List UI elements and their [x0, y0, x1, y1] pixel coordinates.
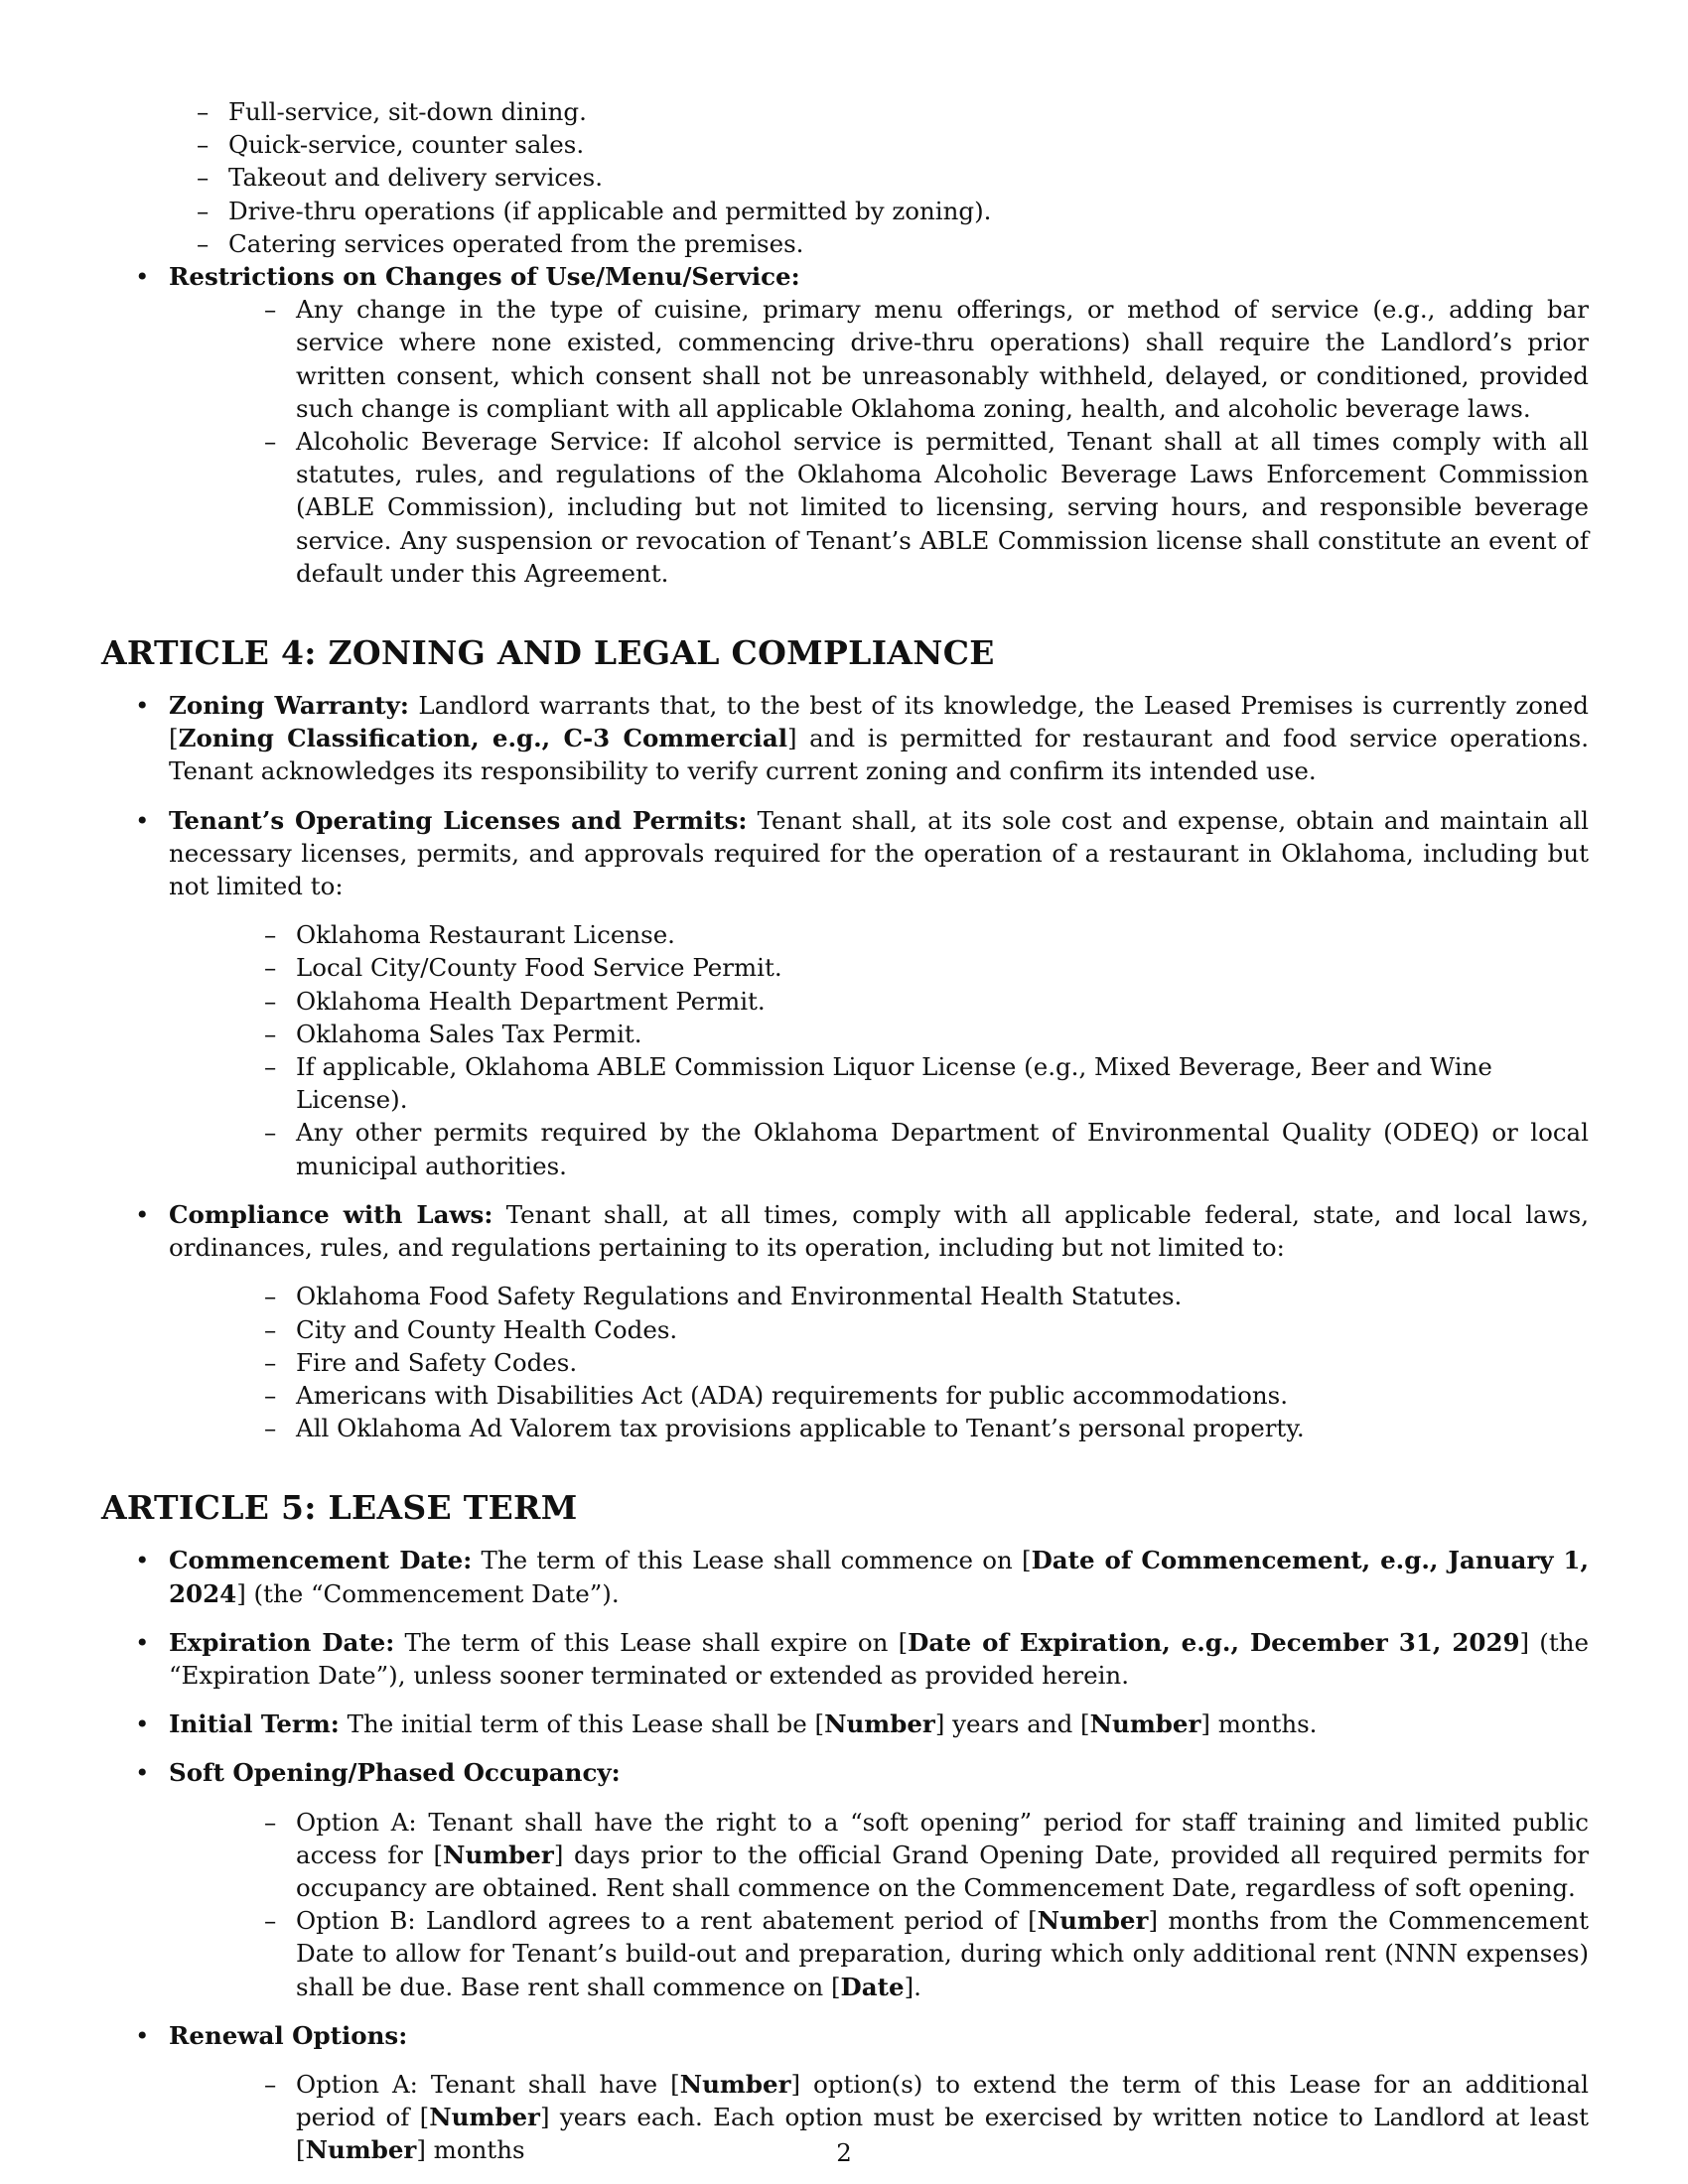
option-a-placeholder: Number: [443, 1840, 554, 1869]
expiration-placeholder: Date of Expiration, e.g., December 31, 2029: [908, 1627, 1520, 1657]
list-item: – If applicable, Oklahoma ABLE Commission Liquor License (e.g., Mixed Beverage, Beer and Wine License).: [169, 1050, 1589, 1116]
restrictions-item: [101, 260, 1589, 590]
renewal-a-text-3: ] years each. Each option must be exercised by written notice to Landlord at least [: [296, 2103, 1589, 2165]
article-4-list: [101, 689, 1589, 1444]
compliance-label: Compliance with Laws:: [169, 1199, 493, 1229]
zoning-placeholder: Zoning Classification, e.g., C-3 Commercial: [178, 724, 788, 753]
option-b-text-3: ].: [904, 1972, 921, 2001]
article-5-list: [101, 1544, 1589, 2166]
soft-opening-option-a: [169, 1806, 1589, 1905]
renewal-label: Renewal Options:: [169, 2020, 408, 2050]
page-number: 2: [836, 2138, 852, 2167]
soft-opening-item: [101, 1756, 1589, 2002]
list-item: – Catering services operated from the premises.: [101, 227, 1589, 260]
document-page: [101, 95, 1589, 2167]
permitted-uses-list: [101, 95, 1589, 260]
initial-term-item: [101, 1707, 1589, 1740]
licenses-list: [169, 918, 1589, 1182]
list-item: – Local City/County Food Service Permit.: [169, 951, 1589, 984]
expiration-item: [101, 1626, 1589, 1692]
zoning-text-2: ] and is permitted for restaurant and food service operations. Tenant acknowledges its responsibility to verify current zoning and confirm its intended use.: [169, 724, 1589, 786]
commencement-item: [101, 1544, 1589, 1609]
commencement-text-1: The term of this Lease shall commence on [: [472, 1546, 1032, 1575]
article-4-title: ARTICLE 4: ZONING AND LEGAL COMPLIANCE: [101, 633, 995, 673]
initial-text-1: The initial term of this Lease shall be [: [339, 1709, 825, 1739]
renewal-a-text-2: ] option(s) to extend the term of this Lease for an additional period of [: [296, 2069, 1589, 2132]
list-item: – Fire and Safety Codes.: [169, 1346, 1589, 1379]
licenses-item: [101, 804, 1589, 1182]
commencement-text-2: ] (the “Commencement Date”).: [236, 1578, 620, 1608]
initial-placeholder-2: Number: [1089, 1709, 1201, 1739]
list-item: – Oklahoma Food Safety Regulations and Environmental Health Statutes.: [169, 1280, 1589, 1312]
expiration-text-2: ] (the “Expiration Date”), unless sooner terminated or extended as provided herein.: [169, 1627, 1589, 1690]
initial-text-2: ] years and [: [934, 1709, 1090, 1739]
restrictions-list: [169, 293, 1589, 590]
option-b-text-1: Option B: Landlord agrees to a rent abatement period of [: [296, 1906, 1038, 1936]
initial-term-label: Initial Term:: [169, 1709, 340, 1739]
list-item: – Oklahoma Sales Tax Permit.: [169, 1018, 1589, 1050]
list-item: – Any change in the type of cuisine, primary menu offerings, or method of service (e.g., adding bar service where none existed, commencing drive-thru operations) shall require the Landlord’s prior written consent, which consent shall not be unreasonably withheld, delayed, or conditioned, provided such change is compliant with all applicable Oklahoma zoning, health, and alcoholic beverage laws.: [169, 293, 1589, 425]
initial-text-3: ] months.: [1200, 1709, 1318, 1739]
initial-placeholder-1: Number: [824, 1709, 935, 1739]
commencement-label: Commencement Date:: [169, 1546, 473, 1575]
restrictions-heading: Restrictions on Changes of Use/Menu/Service:: [169, 262, 800, 292]
soft-opening-option-b: [169, 1904, 1589, 2003]
renewal-a-placeholder-3: Number: [305, 2135, 417, 2165]
list-item: – Americans with Disabilities Act (ADA) requirements for public accommodations.: [169, 1379, 1589, 1412]
list-item: – Oklahoma Restaurant License.: [169, 918, 1589, 951]
expiration-label: Expiration Date:: [169, 1627, 395, 1657]
option-a-text-2: ] days prior to the official Grand Opening Date, provided all required permits for occupancy are obtained. Rent shall commence on the Commencement Date, regardless of soft opening.: [296, 1840, 1590, 1902]
option-b-text-2: ] months from the Commencement Date to allow for Tenant’s build-out and preparation, during which only additional rent (NNN expenses) shall be due. Base rent shall commence on [: [296, 1906, 1589, 2001]
compliance-text: Tenant shall, at all times, comply with all applicable federal, state, and local laws, ordinances, rules, and regulations pertaining to its operation, including but not limited to:: [169, 1199, 1589, 1263]
renewal-a-placeholder-2: Number: [429, 2103, 540, 2132]
soft-opening-label: Soft Opening/Phased Occupancy:: [169, 1758, 621, 1788]
list-item: – City and County Health Codes.: [169, 1313, 1589, 1346]
list-item: – Drive-thru operations (if applicable and permitted by zoning).: [101, 195, 1589, 227]
restrictions-section: [101, 260, 1589, 590]
zoning-text-1: Landlord warrants that, to the best of its knowledge, the Leased Premises is currently zoned [: [169, 691, 1589, 753]
zoning-warranty-label: Zoning Warranty:: [169, 691, 409, 721]
licenses-text: Tenant shall, at its sole cost and expense, obtain and maintain all necessary licenses, permits, and approvals required for the operation of a restaurant in Oklahoma, including but not limited to:: [169, 805, 1589, 901]
renewal-a-placeholder-1: Number: [679, 2069, 791, 2099]
list-item: – Oklahoma Health Department Permit.: [169, 985, 1589, 1018]
expiration-text-1: The term of this Lease shall expire on [: [394, 1627, 909, 1657]
list-item: – All Oklahoma Ad Valorem tax provisions applicable to Tenant’s personal property.: [169, 1412, 1589, 1444]
compliance-list: [169, 1280, 1589, 1444]
option-b-placeholder-2: Date: [840, 1972, 905, 2001]
list-item: – Any other permits required by the Oklahoma Department of Environmental Quality (ODEQ) or local municipal authorities.: [169, 1116, 1589, 1181]
commencement-placeholder: Date of Commencement, e.g., January 1, 2024: [169, 1546, 1590, 1608]
licenses-label: Tenant’s Operating Licenses and Permits:: [169, 805, 748, 835]
option-a-text-1: Option A: Tenant shall have the right to a “soft opening” period for staff training and limited public access for [: [296, 1807, 1589, 1869]
option-b-placeholder-1: Number: [1037, 1906, 1149, 1936]
zoning-warranty-item: [101, 689, 1589, 788]
renewal-a-text-4: ] months: [416, 2135, 525, 2165]
compliance-item: [101, 1198, 1589, 1444]
list-item: – Full-service, sit-down dining.: [101, 95, 1589, 128]
renewal-a-text-1: Option A: Tenant shall have [: [296, 2069, 680, 2099]
article-5-title: ARTICLE 5: LEASE TERM: [101, 1488, 578, 1528]
soft-opening-options: [169, 1806, 1589, 2003]
list-item: – Alcoholic Beverage Service: If alcohol service is permitted, Tenant shall at all times comply with all statutes, rules, and regulations of the Oklahoma Alcoholic Beverage Laws Enforcement Commission (ABLE Commission), including but not limited to licensing, serving hours, and responsible beverage service. Any suspension or revocation of Tenant’s ABLE Commission license shall constitute an event of default under this Agreement.: [169, 425, 1589, 590]
list-item: – Quick-service, counter sales.: [101, 128, 1589, 161]
list-item: – Takeout and delivery services.: [101, 161, 1589, 194]
